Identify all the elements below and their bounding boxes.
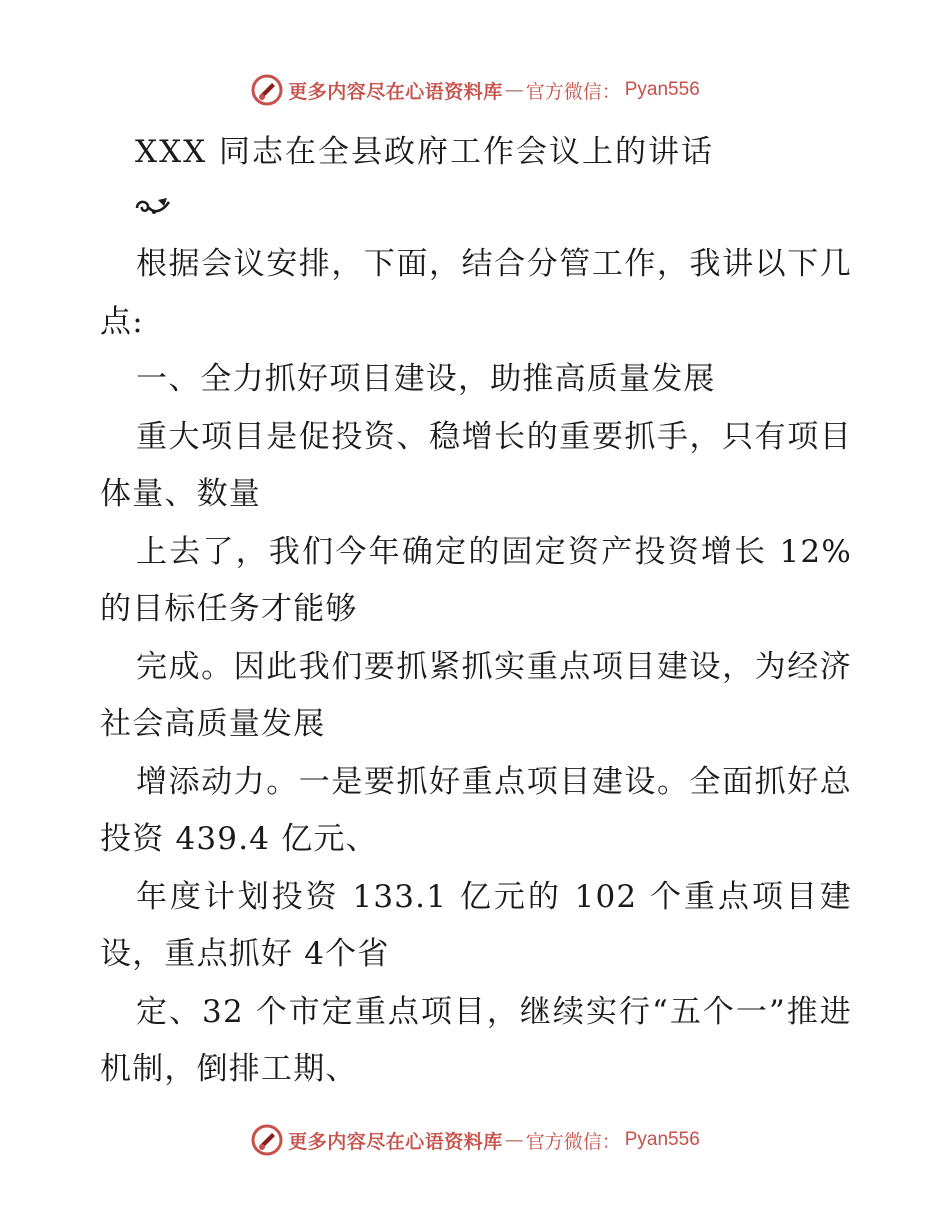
document-body bbox=[100, 236, 852, 1099]
banner-wechat-id: Pyan556 bbox=[624, 79, 700, 100]
banner-site-name: 更多内容尽在心语资料库 bbox=[288, 1130, 503, 1153]
banner-wechat-id: Pyan556 bbox=[624, 1129, 700, 1150]
flourish-icon bbox=[134, 194, 172, 218]
paragraph: 重大项目是促投资、稳增长的重要抓手，只有项目体量、数量 bbox=[100, 418, 852, 512]
header-banner bbox=[0, 70, 950, 110]
footer-banner bbox=[0, 1120, 950, 1160]
document-title: XXX 同志在全县政府工作会议上的讲话 bbox=[135, 134, 715, 170]
banner-dash: — bbox=[504, 79, 524, 101]
logo-icon bbox=[250, 1123, 284, 1157]
paragraph: 增添动力。一是要抓好重点项目建设。全面抓好总投资 439.4 亿元、 bbox=[100, 763, 852, 857]
paragraph: 完成。因此我们要抓紧抓实重点项目建设，为经济社会高质量发展 bbox=[100, 648, 852, 742]
banner-dash: — bbox=[504, 1129, 524, 1151]
banner-site-name: 更多内容尽在心语资料库 bbox=[288, 80, 503, 103]
paragraph: 年度计划投资 133.1 亿元的 102 个重点项目建设，重点抓好 4个省 bbox=[100, 878, 852, 972]
banner-official-label: 官方微信： bbox=[525, 80, 621, 103]
section-heading: 一、全力抓好项目建设，助推高质量发展 bbox=[136, 361, 716, 397]
paragraph: 上去了，我们今年确定的固定资产投资增长 12% 的目标任务才能够 bbox=[100, 533, 852, 627]
paragraph: 定、32 个市定重点项目，继续实行“五个一”推进机制，倒排工期、 bbox=[100, 993, 852, 1087]
logo-icon bbox=[250, 73, 284, 107]
banner-official-label: 官方微信： bbox=[525, 1130, 621, 1153]
paragraph: 根据会议安排，下面，结合分管工作，我讲以下几点: bbox=[100, 246, 852, 340]
